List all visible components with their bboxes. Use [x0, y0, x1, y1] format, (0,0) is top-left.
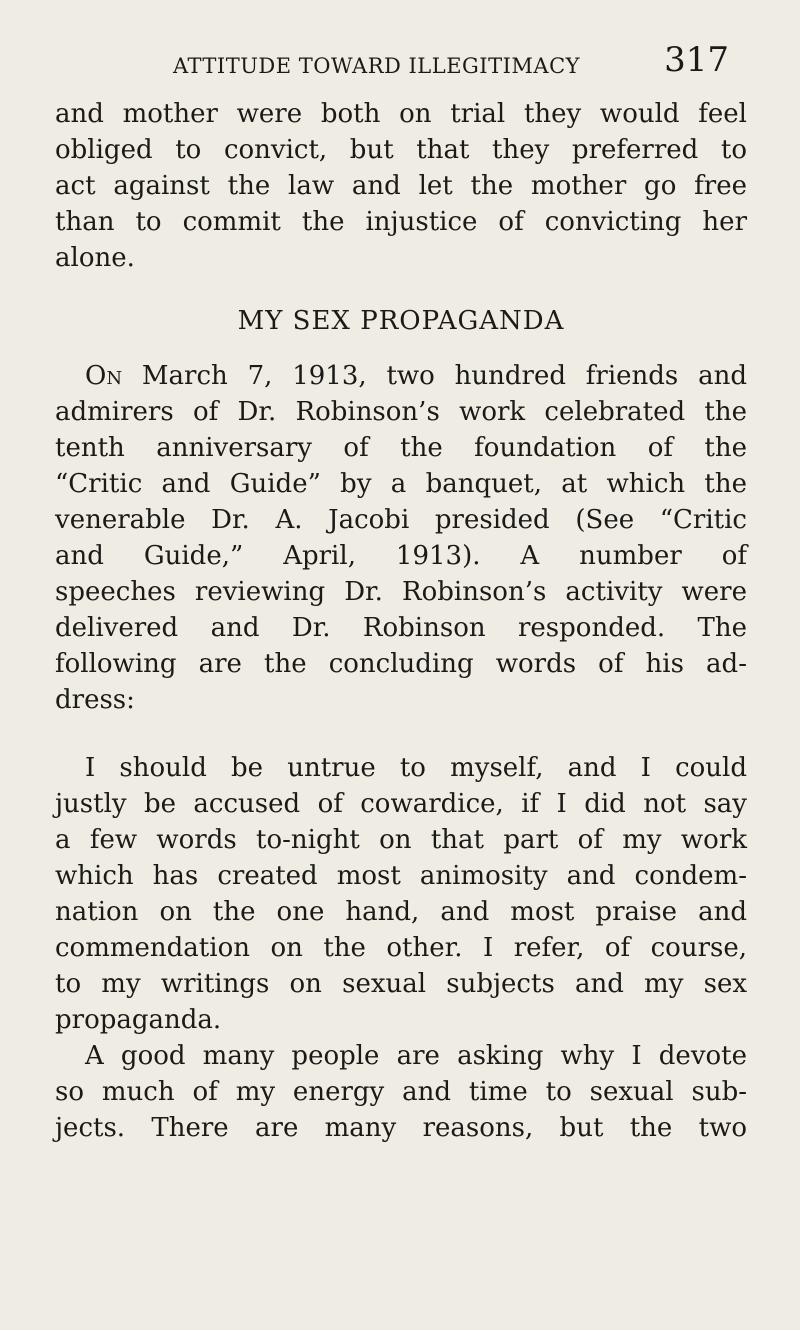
- text-line: than to commit the injustice of convicting her: [55, 207, 747, 237]
- text-line: admirers of Dr. Robinson’s work celebrated the: [55, 397, 747, 427]
- text-line: act against the law and let the mother go free: [55, 171, 747, 201]
- section-heading: MY SEX PROPAGANDA: [237, 306, 565, 336]
- text-line: to my writings on sexual subjects and my sex: [55, 969, 747, 999]
- text-line: alone.: [55, 243, 135, 273]
- text-line: a few words to-night on that part of my work: [55, 825, 747, 855]
- text-line: speeches reviewing Dr. Robinson’s activity were: [55, 577, 747, 607]
- text-line: and mother were both on trial they would feel: [55, 99, 747, 129]
- text-line: justly be accused of cowardice, if I did not say: [55, 789, 747, 819]
- text-line: I should be untrue to myself, and I could: [85, 753, 747, 783]
- text-line: dress:: [55, 685, 135, 715]
- text-line: obliged to convict, but that they preferred to: [55, 135, 747, 165]
- text-line: following are the concluding words of his ad-: [55, 649, 747, 679]
- running-head: [55, 40, 747, 92]
- first-line-rest: March 7, 1913, two hundred friends and: [122, 361, 747, 391]
- text-line: which has created most animosity and condem-: [55, 861, 747, 891]
- lead-word: On: [85, 361, 123, 391]
- text-line: jects. There are many reasons, but the two: [55, 1113, 747, 1143]
- book-page: [55, 0, 747, 1330]
- text-line: tenth anniversary of the foundation of the: [55, 433, 747, 463]
- text-line: delivered and Dr. Robinson responded. The: [55, 613, 747, 643]
- text-line: venerable Dr. A. Jacobi presided (See “Critic: [55, 505, 747, 535]
- text-line: [55, 358, 747, 394]
- text-line: nation on the one hand, and most praise and: [55, 897, 747, 927]
- text-line: propaganda.: [55, 1005, 222, 1035]
- page-number: 317: [664, 40, 729, 80]
- text-line: so much of my energy and time to sexual sub-: [55, 1077, 747, 1107]
- text-line: A good many people are asking why I devote: [85, 1041, 747, 1071]
- text-line: commendation on the other. I refer, of course,: [55, 933, 747, 963]
- text-line: and Guide,” April, 1913). A number of: [55, 541, 747, 571]
- text-line: “Critic and Guide” by a banquet, at which the: [55, 469, 747, 499]
- running-title: ATTITUDE TOWARD ILLEGITIMACY: [173, 54, 581, 78]
